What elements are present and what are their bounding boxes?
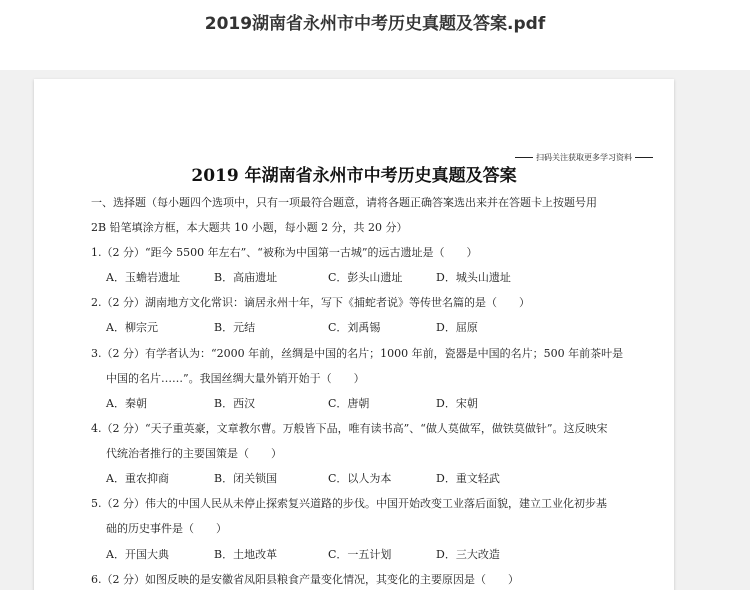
section-instructions-line2: 2B 铅笔填涂方框，本大题共 10 小题，每小题 2 分，共 20 分） — [91, 221, 408, 234]
question-5-text-line2: 础的历史事件是（ ） — [106, 522, 227, 535]
question-2-text: 2.（2 分）湖南地方文化常识：谪居永州十年，写下《捕蛇者说》等传世名篇的是（ ） — [91, 296, 530, 309]
question-1-option-d: D．城头山遗址 — [436, 271, 511, 284]
question-3-text-line2: 中国的名片……”。我国丝绸大量外销开始于（ ） — [106, 372, 365, 385]
question-5-option-b: B．土地改革 — [214, 548, 278, 561]
file-title: 2019湖南省永州市中考历史真题及答案.pdf — [204, 14, 546, 34]
question-2-option-c: C．刘禹锡 — [328, 321, 381, 334]
question-1-text: 1.（2 分）“距今 5500 年左右”、“被称为中国第一古城”的远古遗址是（ ） — [91, 246, 478, 259]
question-5-option-a: A．开国大典 — [106, 548, 169, 561]
question-1-option-b: B．高庙遗址 — [214, 271, 278, 284]
question-2-option-a: A．柳宗元 — [106, 321, 158, 334]
question-6-text: 6.（2 分）如图反映的是安徽省凤阳县粮食产量变化情况，其变化的主要原因是（ ） — [91, 573, 519, 586]
question-4-option-c: C．以人为本 — [328, 472, 392, 485]
question-4-option-d: D．重文轻武 — [436, 472, 500, 485]
promo-dash-right — [635, 157, 653, 158]
question-4-option-b: B．闭关锁国 — [214, 472, 278, 485]
viewer-header — [0, 0, 750, 70]
question-3-text-line1: 3.（2 分）有学者认为：“2000 年前，丝绸是中国的名片；1000 年前，瓷器是中国的名片；500 年前茶叶是 — [91, 347, 624, 360]
question-4-text-line1: 4.（2 分）“天子重英豪，文章教尔曹。万般皆下品，唯有读书高”、“做人莫做军，做铁莫做针”。这反映宋 — [91, 422, 608, 435]
question-5-option-c: C．一五计划 — [328, 548, 392, 561]
question-3-option-c: C．唐朝 — [328, 397, 370, 410]
question-1-option-c: C．彭头山遗址 — [328, 271, 403, 284]
question-3-option-b: B．西汉 — [214, 397, 256, 410]
pdf-page — [34, 79, 674, 590]
question-2-option-d: D．屈原 — [436, 321, 478, 334]
question-3-option-a: A．秦朝 — [106, 397, 147, 410]
promo-text: 扫码关注获取更多学习资料 — [536, 153, 632, 162]
section-instructions-line1: 一、选择题（每小题四个选项中，只有一项最符合题意，请将各题正确答案选出来并在答题卡上按题号用 — [91, 196, 597, 209]
question-4-text-line2: 代统治者推行的主要国策是（ ） — [106, 447, 282, 460]
question-5-text-line1: 5.（2 分）伟大的中国人民从未停止探索复兴道路的步伐。中国开始改变工业落后面貌，建立工业化初步基 — [91, 497, 607, 510]
document-title: 2019 年湖南省永州市中考历史真题及答案 — [191, 166, 517, 186]
question-4-option-a: A．重农抑商 — [106, 472, 169, 485]
question-2-option-b: B．元结 — [214, 321, 256, 334]
question-5-option-d: D．三大改造 — [436, 548, 500, 561]
question-3-option-d: D．宋朝 — [436, 397, 478, 410]
promo-dash-left — [515, 157, 533, 158]
question-1-option-a: A．玉蟾岩遗址 — [106, 271, 180, 284]
